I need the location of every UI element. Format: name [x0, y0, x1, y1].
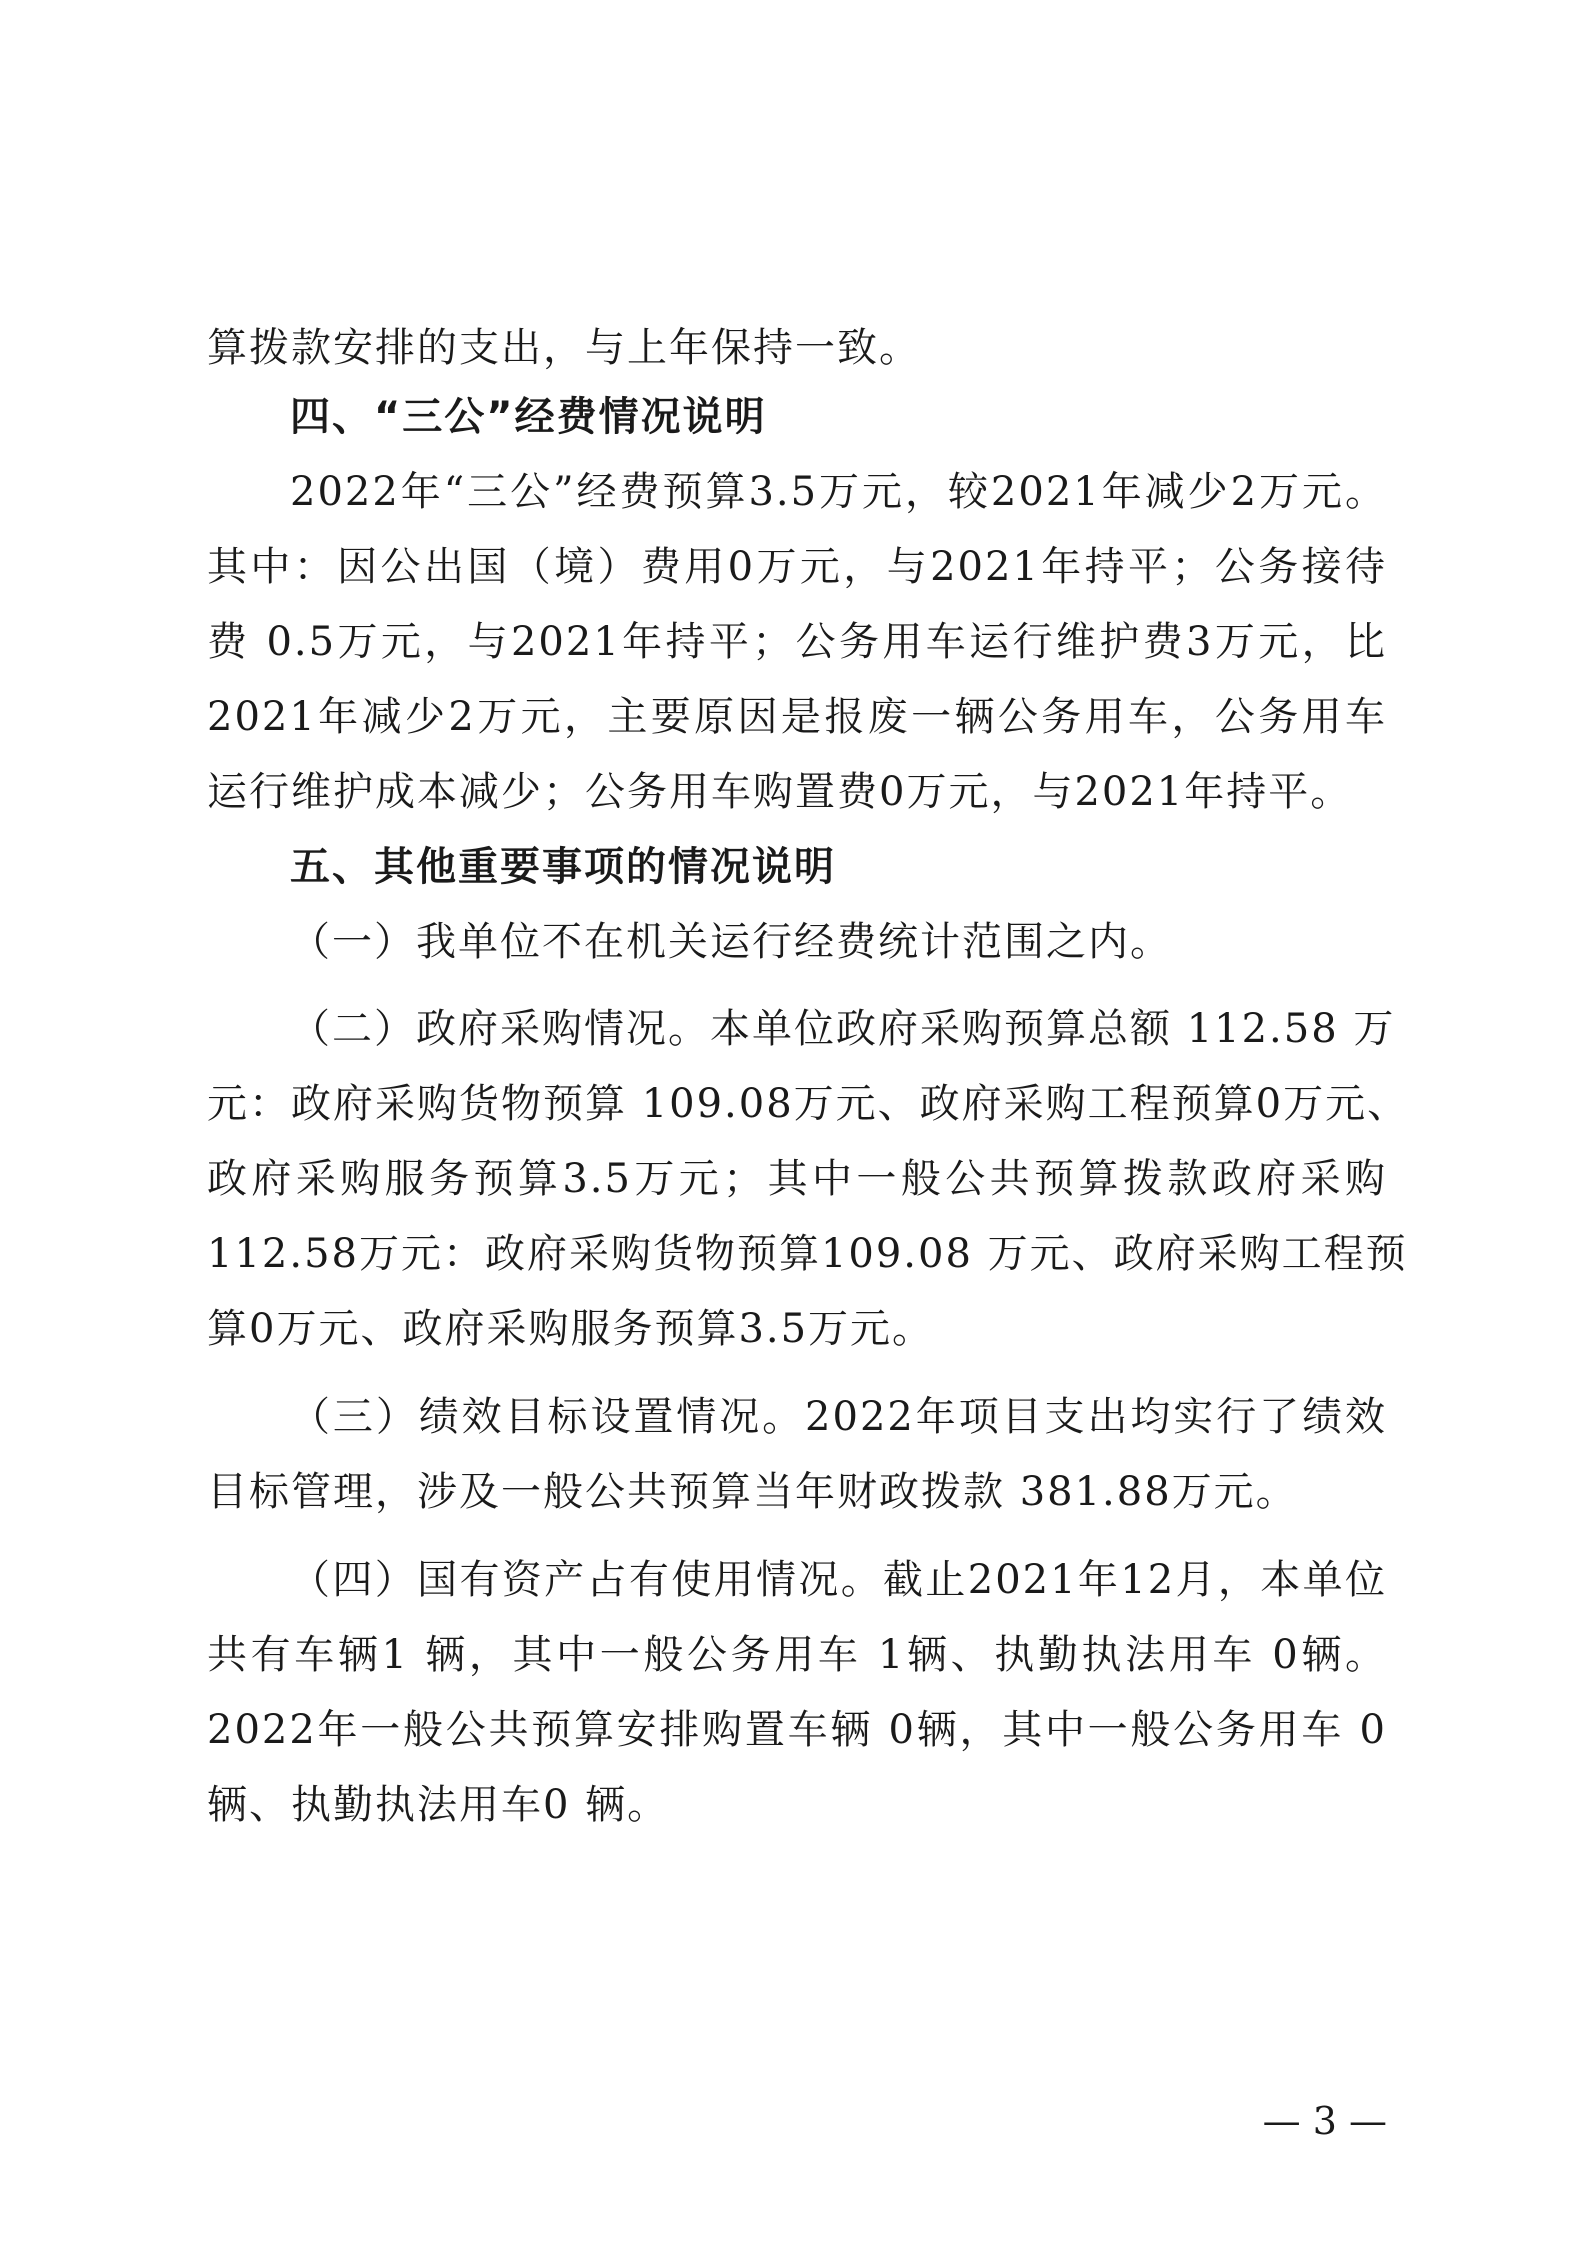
page-number: — 3 —	[1262, 2099, 1387, 2143]
text-line: 算拨款安排的支出，与上年保持一致。	[207, 325, 921, 371]
text-line: 2022年一般公共预算安排购置车辆 0辆，其中一般公务用车 0	[207, 1707, 1387, 1753]
text-line: 112.58万元：政府采购货物预算109.08 万元、政府采购工程预	[207, 1231, 1408, 1277]
text-line: 元：政府采购货物预算 109.08万元、政府采购工程预算0万元、	[207, 1081, 1410, 1127]
section-heading-four: 四、“三公”经费情况说明	[290, 394, 767, 440]
text-line: 辆、执勤执法用车0 辆。	[207, 1782, 670, 1828]
text-line: 算0万元、政府采购服务预算3.5万元。	[207, 1306, 935, 1352]
text-line: 2022年“三公”经费预算3.5万元，较2021年减少2万元。	[290, 469, 1387, 515]
text-line: 政府采购服务预算3.5万元；其中一般公共预算拨款政府采购	[207, 1156, 1387, 1202]
text-line: 运行维护成本减少；公务用车购置费0万元，与2021年持平。	[207, 769, 1353, 815]
text-line: （二）政府采购情况。本单位政府采购预算总额 112.58 万	[290, 1006, 1396, 1052]
section-heading-five: 五、其他重要事项的情况说明	[290, 844, 836, 890]
text-line: 费 0.5万元，与2021年持平；公务用车运行维护费3万元，比	[207, 619, 1387, 665]
text-line: 2021年减少2万元，主要原因是报废一辆公务用车，公务用车	[207, 694, 1387, 740]
text-line: 目标管理，涉及一般公共预算当年财政拨款 381.88万元。	[207, 1469, 1298, 1515]
text-line: （三）绩效目标设置情况。2022年项目支出均实行了绩效	[290, 1394, 1387, 1440]
text-line: （四）国有资产占有使用情况。截止2021年12月，本单位	[290, 1557, 1387, 1603]
text-line: （一）我单位不在机关运行经费统计范围之内。	[290, 919, 1172, 965]
text-line: 共有车辆1 辆，其中一般公务用车 1辆、执勤执法用车 0辆。	[207, 1632, 1387, 1678]
text-line: 其中：因公出国（境）费用0万元，与2021年持平；公务接待	[207, 544, 1387, 590]
